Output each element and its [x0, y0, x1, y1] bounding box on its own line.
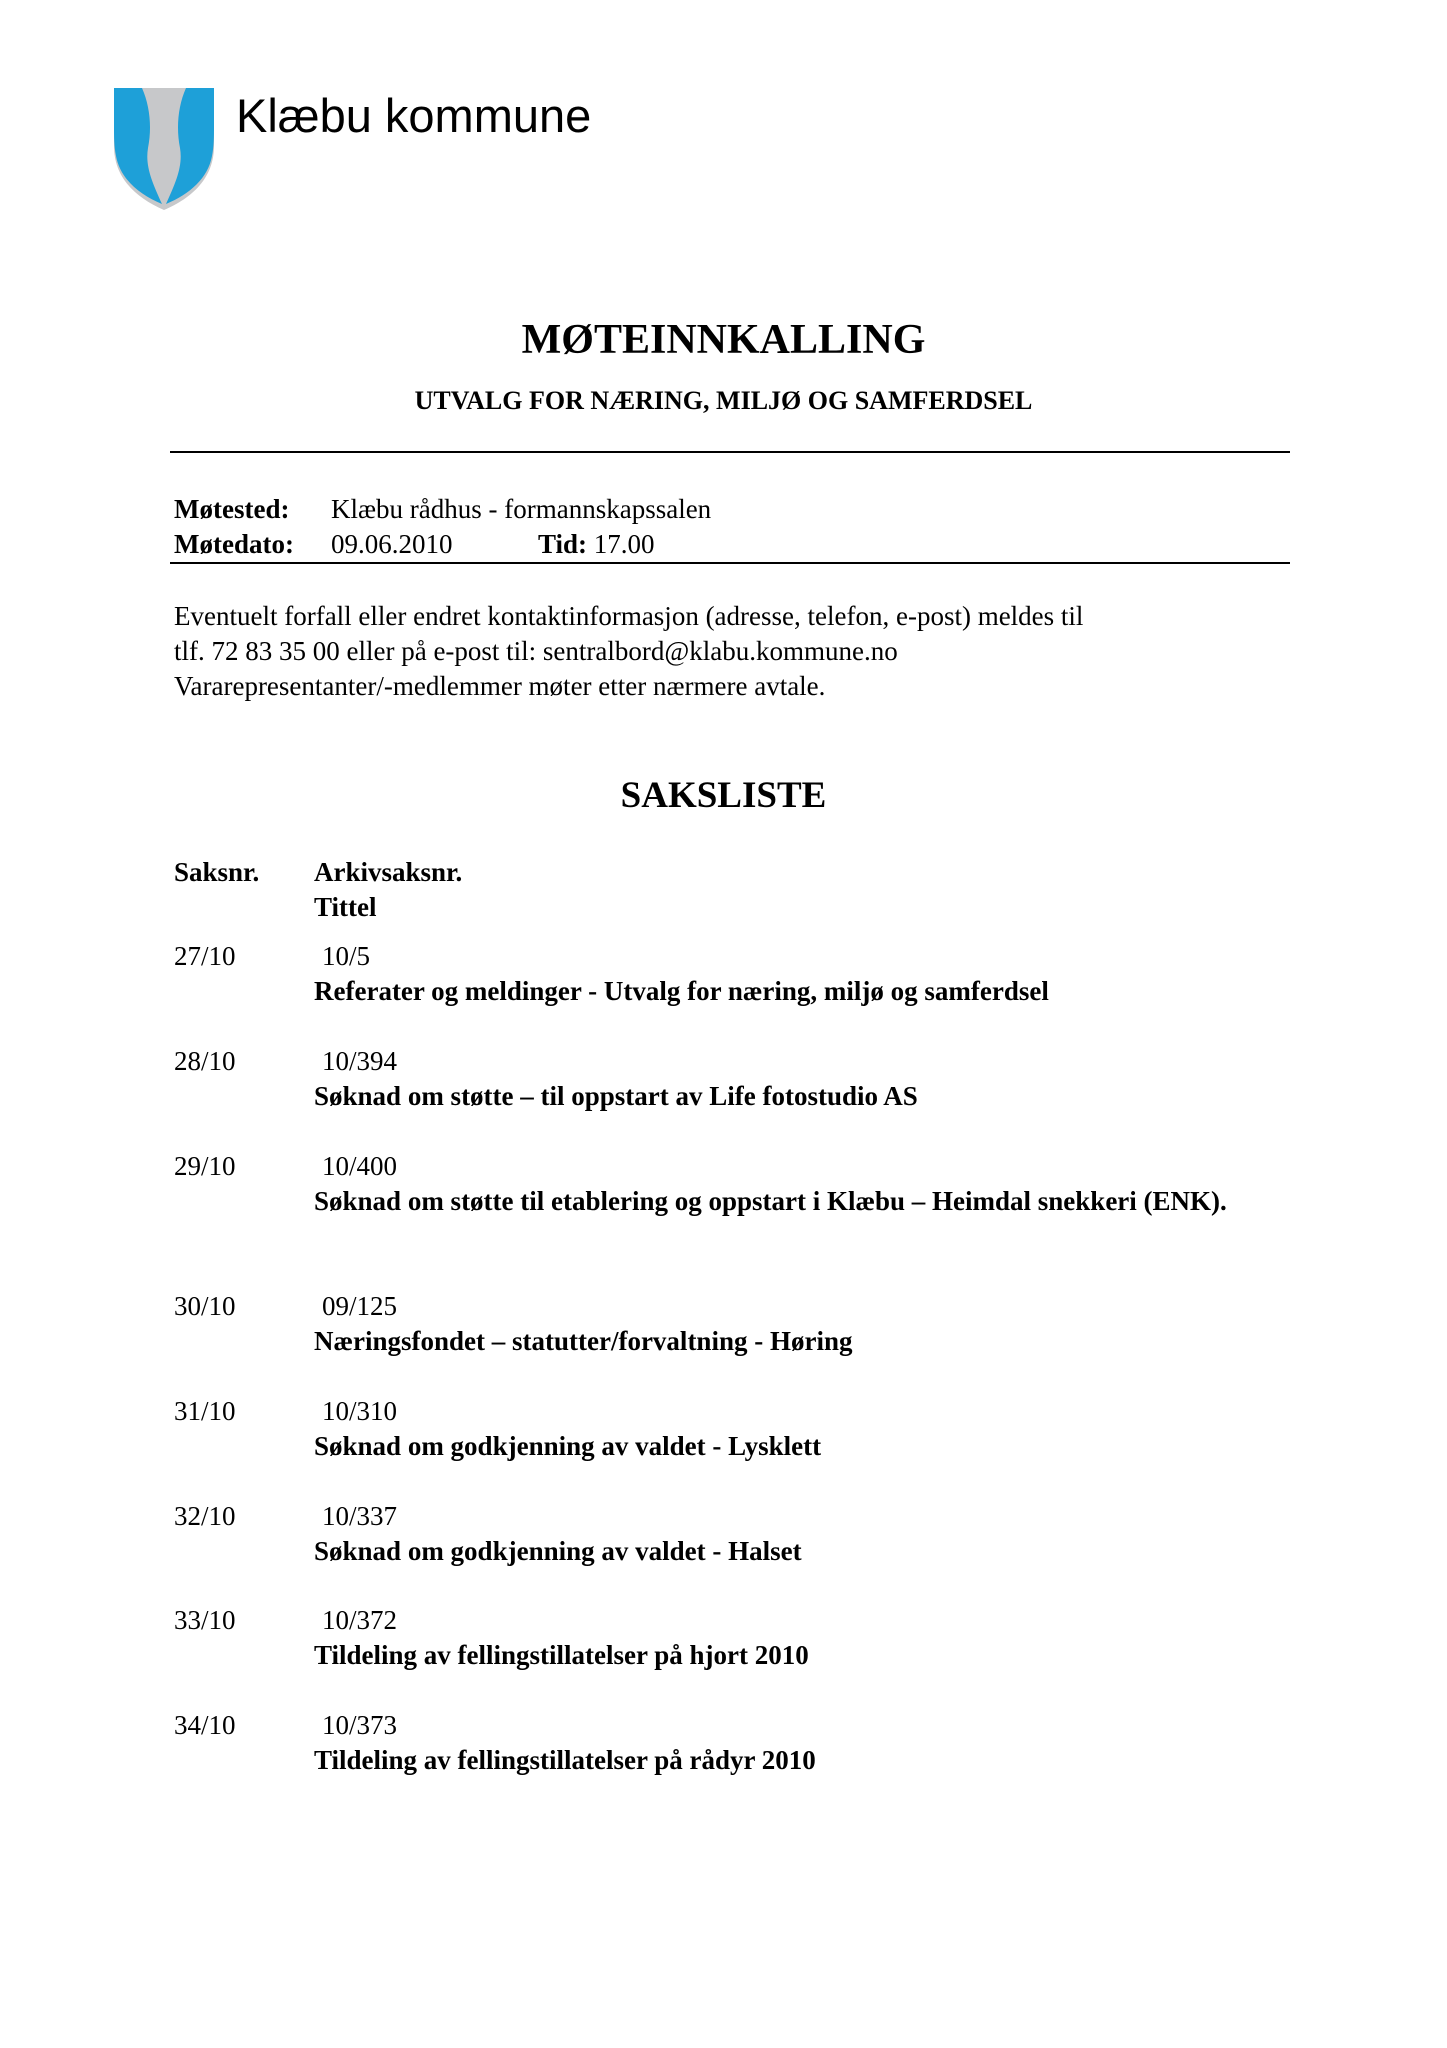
meeting-date-row: [174, 527, 655, 561]
saksliste-title: SAKSLISTE: [620, 775, 827, 816]
case-title: Referater og meldinger - Utvalg for næring, miljø og samferdsel: [314, 976, 1049, 1006]
case-title: Næringsfondet – statutter/forvaltning - Høring: [314, 1326, 853, 1356]
column-header-saksnr: Saksnr.: [174, 857, 260, 887]
notice-line-3: Vararepresentanter/-medlemmer møter etter nærmere avtale.: [174, 671, 826, 701]
notice-line-2: tlf. 72 83 35 00 eller på e-post til: sentralbord@klabu.kommune.no: [174, 636, 898, 666]
case-number: 34/10: [174, 1710, 236, 1740]
divider-top: [170, 451, 1290, 453]
case-title: Søknad om støtte – til oppstart av Life fotostudio AS: [314, 1081, 918, 1111]
document-title: MØTEINNKALLING: [521, 317, 926, 363]
case-title: Tildeling av fellingstillatelser på rådyr 2010: [314, 1745, 816, 1775]
archive-number: 10/337: [322, 1501, 398, 1531]
case-number: 30/10: [174, 1291, 236, 1321]
archive-number: 10/5: [322, 941, 371, 971]
divider-bottom: [170, 562, 1290, 564]
document-subtitle: UTVALG FOR NÆRING, MILJØ OG SAMFERDSEL: [414, 386, 1033, 415]
archive-number: 10/400: [322, 1151, 398, 1181]
case-title: Søknad om godkjenning av valdet - Halset: [314, 1536, 802, 1566]
archive-number: 10/310: [322, 1396, 398, 1426]
case-number: 28/10: [174, 1046, 236, 1076]
case-title: Søknad om støtte til etablering og oppstart i Klæbu – Heimdal snekkeri (ENK).: [314, 1186, 1227, 1216]
case-title: Søknad om godkjenning av valdet - Lysklett: [314, 1431, 822, 1461]
column-header-arkiv-tittel: [314, 855, 462, 925]
archive-number: 09/125: [322, 1291, 398, 1321]
meeting-place-row: [174, 492, 712, 526]
column-header-tittel: Tittel: [314, 892, 377, 922]
case-number: 32/10: [174, 1501, 236, 1531]
case-number: 29/10: [174, 1151, 236, 1181]
municipality-name: Klæbu kommune: [236, 89, 592, 142]
notice-text: [174, 599, 1083, 704]
meeting-time-label: Tid:: [538, 529, 588, 559]
column-header-arkivsaksnr: Arkivsaksnr.: [314, 857, 463, 887]
meeting-date-label: Møtedato:: [174, 529, 294, 559]
case-number: 33/10: [174, 1605, 236, 1635]
case-title: Tildeling av fellingstillatelser på hjort 2010: [314, 1640, 809, 1670]
archive-number: 10/373: [322, 1710, 398, 1740]
notice-line-1: Eventuelt forfall eller endret kontaktinformasjon (adresse, telefon, e-post) meldes til: [174, 601, 1084, 631]
klaebu-coat-of-arms-icon: [112, 86, 216, 212]
archive-number: 10/372: [322, 1605, 398, 1635]
meeting-date-value: 09.06.2010: [331, 529, 453, 559]
meeting-time: [538, 527, 655, 561]
meeting-place-value: Klæbu rådhus - formannskapssalen: [331, 494, 712, 524]
archive-number: 10/394: [322, 1046, 398, 1076]
case-number: 27/10: [174, 941, 236, 971]
meeting-time-value: 17.00: [593, 529, 655, 559]
case-number: 31/10: [174, 1396, 236, 1426]
meeting-place-label: Møtested:: [174, 494, 290, 524]
